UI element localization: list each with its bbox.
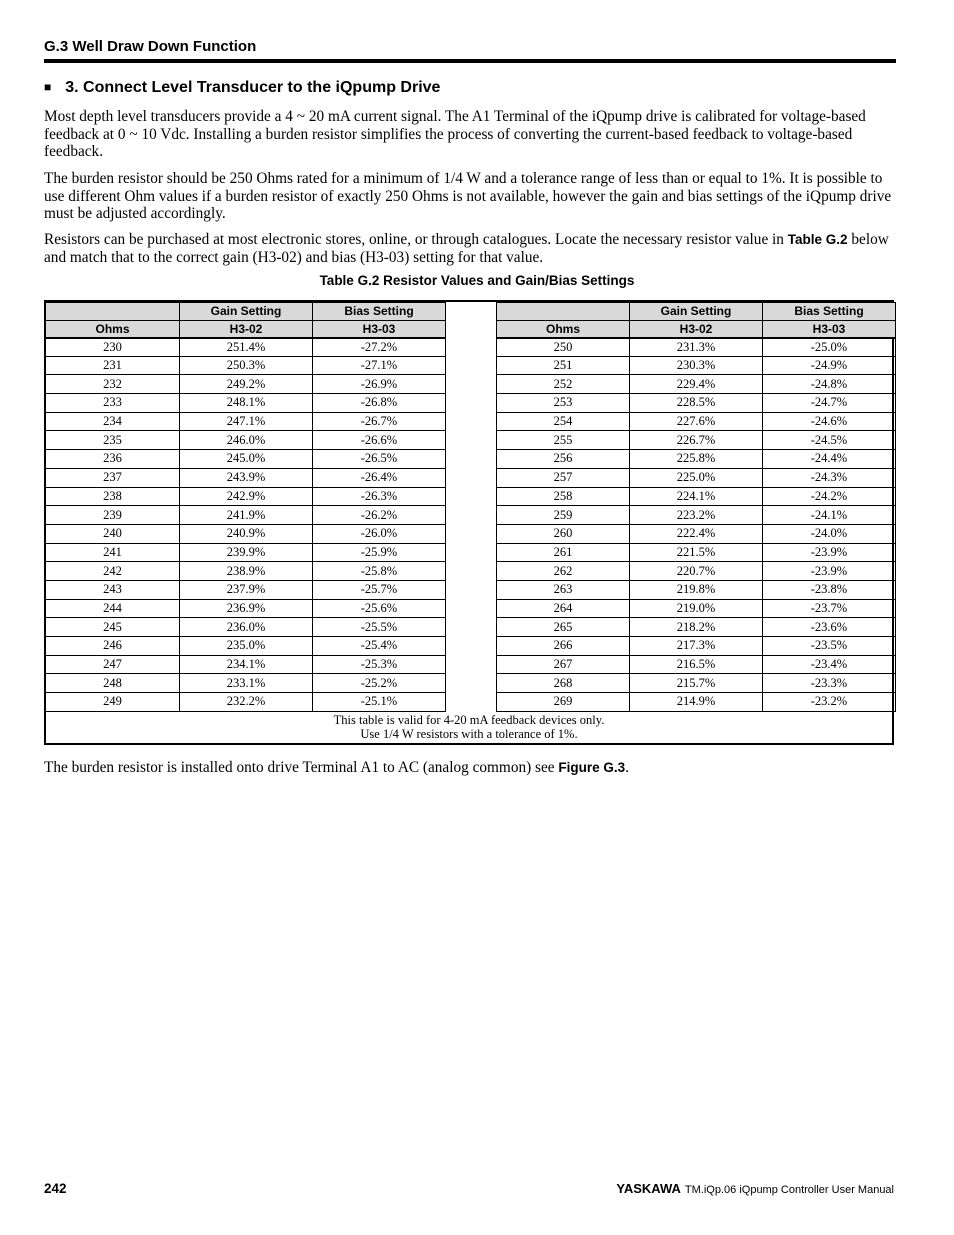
table-row	[497, 655, 896, 674]
cell-bias: -26.7%	[313, 412, 446, 431]
cell-bias: -25.4%	[313, 637, 446, 656]
paragraph-installation-text: The burden resistor is installed onto drive Terminal A1 to AC (analog common) see	[44, 759, 559, 776]
cell-ohms: 249	[46, 693, 180, 712]
table-row	[497, 674, 896, 693]
cell-gain: 219.0%	[630, 599, 763, 618]
table-row	[497, 356, 896, 375]
cell-ohms: 233	[46, 394, 180, 413]
table-row	[46, 375, 446, 394]
cell-bias: -24.7%	[763, 394, 896, 413]
table-row	[46, 655, 446, 674]
table-row	[497, 562, 896, 581]
table-row	[46, 506, 446, 525]
table-row	[46, 450, 446, 469]
header-ohms: Ohms	[46, 320, 180, 338]
cell-bias: -26.6%	[313, 431, 446, 450]
section-header: G.3 Well Draw Down Function	[44, 38, 257, 55]
paragraph-purchase	[44, 231, 896, 266]
cell-gain: 243.9%	[180, 468, 313, 487]
paragraph-installation-text-end: .	[625, 759, 629, 776]
cell-bias: -23.5%	[763, 637, 896, 656]
cell-gain: 215.7%	[630, 674, 763, 693]
table-row	[497, 524, 896, 543]
cell-bias: -23.9%	[763, 562, 896, 581]
table-row	[497, 468, 896, 487]
table-row	[497, 543, 896, 562]
cell-ohms: 255	[497, 431, 630, 450]
cell-gain: 224.1%	[630, 487, 763, 506]
table-row	[46, 468, 446, 487]
resistor-table-right	[496, 302, 896, 712]
table-row	[46, 356, 446, 375]
cell-bias: -26.0%	[313, 524, 446, 543]
cell-ohms: 268	[497, 674, 630, 693]
cell-bias: -23.4%	[763, 655, 896, 674]
cell-gain: 248.1%	[180, 394, 313, 413]
cell-bias: -25.3%	[313, 655, 446, 674]
cell-ohms: 232	[46, 375, 180, 394]
cell-bias: -24.0%	[763, 524, 896, 543]
figure-reference-link[interactable]: Figure G.3	[558, 760, 626, 775]
cell-ohms: 269	[497, 693, 630, 712]
table-row	[46, 338, 446, 357]
cell-gain: 216.5%	[630, 655, 763, 674]
brand-name: YASKAWA	[616, 1181, 681, 1196]
cell-bias: -26.3%	[313, 487, 446, 506]
cell-ohms: 264	[497, 599, 630, 618]
table-row	[497, 599, 896, 618]
table-row	[497, 618, 896, 637]
table-row	[46, 618, 446, 637]
cell-gain: 230.3%	[630, 356, 763, 375]
resistor-table-left	[45, 302, 446, 712]
cell-bias: -23.2%	[763, 693, 896, 712]
cell-bias: -25.1%	[313, 693, 446, 712]
header-bias-setting: Bias Setting	[313, 303, 446, 321]
header-h3-02: H3-02	[180, 320, 313, 338]
cell-ohms: 258	[497, 487, 630, 506]
cell-gain: 247.1%	[180, 412, 313, 431]
header-ohms: Ohms	[497, 320, 630, 338]
heading-bullet: ■	[44, 80, 52, 94]
cell-ohms: 242	[46, 562, 180, 581]
cell-ohms: 260	[497, 524, 630, 543]
table-row	[46, 543, 446, 562]
cell-bias: -23.9%	[763, 543, 896, 562]
table-row	[46, 487, 446, 506]
cell-gain: 251.4%	[180, 338, 313, 357]
table-row	[497, 580, 896, 599]
section-rule	[44, 59, 896, 63]
header-bias-setting: Bias Setting	[763, 303, 896, 321]
cell-bias: -26.2%	[313, 506, 446, 525]
paragraph-transducer: Most depth level transducers provide a 4 ~ 20 mA current signal. The A1 Terminal of the iQpump drive is calibrated for voltage-based feedback at 0 ~ 10 Vdc. Installing a burden resistor simplifies the process of converting the current-based feedback to voltage-based feedback.	[44, 108, 866, 160]
table-row	[497, 431, 896, 450]
cell-ohms: 263	[497, 580, 630, 599]
cell-gain: 235.0%	[180, 637, 313, 656]
cell-bias: -26.9%	[313, 375, 446, 394]
cell-ohms: 235	[46, 431, 180, 450]
cell-bias: -27.2%	[313, 338, 446, 357]
cell-ohms: 261	[497, 543, 630, 562]
cell-bias: -24.2%	[763, 487, 896, 506]
table-row	[46, 599, 446, 618]
heading-text: 3. Connect Level Transducer to the iQpump Drive	[65, 79, 441, 96]
header-gain-setting: Gain Setting	[630, 303, 763, 321]
cell-gain: 238.9%	[180, 562, 313, 581]
cell-gain: 236.0%	[180, 618, 313, 637]
footer-manual-title	[616, 1181, 894, 1196]
cell-gain: 218.2%	[630, 618, 763, 637]
table-row	[46, 394, 446, 413]
cell-bias: -26.8%	[313, 394, 446, 413]
table-row	[46, 412, 446, 431]
cell-gain: 232.2%	[180, 693, 313, 712]
cell-bias: -25.5%	[313, 618, 446, 637]
cell-ohms: 250	[497, 338, 630, 357]
cell-ohms: 246	[46, 637, 180, 656]
cell-ohms: 245	[46, 618, 180, 637]
table-row	[46, 562, 446, 581]
cell-bias: -25.2%	[313, 674, 446, 693]
paragraph-purchase-text: Resistors can be purchased at most electronic stores, online, or through catalogues. Locate the necessary resistor value in	[44, 231, 788, 248]
cell-ohms: 253	[497, 394, 630, 413]
cell-bias: -25.7%	[313, 580, 446, 599]
table-caption: Table G.2 Resistor Values and Gain/Bias Settings	[319, 273, 635, 288]
cell-gain: 228.5%	[630, 394, 763, 413]
cell-bias: -25.0%	[763, 338, 896, 357]
header-gain-setting: Gain Setting	[180, 303, 313, 321]
cell-ohms: 247	[46, 655, 180, 674]
table-row	[497, 450, 896, 469]
cell-ohms: 243	[46, 580, 180, 599]
table-footnote	[46, 713, 892, 741]
cell-gain: 221.5%	[630, 543, 763, 562]
table-row	[497, 637, 896, 656]
footnote-line: Use 1/4 W resistors with a tolerance of 1%.	[360, 727, 578, 741]
cell-bias: -24.9%	[763, 356, 896, 375]
cell-gain: 227.6%	[630, 412, 763, 431]
table-row	[497, 394, 896, 413]
cell-bias: -27.1%	[313, 356, 446, 375]
cell-gain: 250.3%	[180, 356, 313, 375]
cell-bias: -23.7%	[763, 599, 896, 618]
manual-name: TM.iQp.06 iQpump Controller User Manual	[684, 1184, 894, 1196]
cell-bias: -23.6%	[763, 618, 896, 637]
cell-bias: -24.5%	[763, 431, 896, 450]
cell-ohms: 237	[46, 468, 180, 487]
table-row	[46, 431, 446, 450]
paragraph-purchase-text-end: below and match that to the correct gain (H3-02) and bias (H3-03) setting for that value.	[44, 231, 889, 266]
cell-gain: 233.1%	[180, 674, 313, 693]
paragraph-burden-resistor: The burden resistor should be 250 Ohms rated for a minimum of 1/4 W and a tolerance range of less than or equal to 1%. It is possible to use different Ohm values if a burden resistor of exactly 250 Ohms is not available, however the gain and bias settings of the iQpump drive must be adjusted accordingly.	[44, 170, 892, 222]
cell-gain: 240.9%	[180, 524, 313, 543]
cell-ohms: 262	[497, 562, 630, 581]
cell-ohms: 254	[497, 412, 630, 431]
table-row	[46, 524, 446, 543]
cell-gain: 225.8%	[630, 450, 763, 469]
cell-bias: -25.6%	[313, 599, 446, 618]
table-row	[46, 674, 446, 693]
cell-ohms: 240	[46, 524, 180, 543]
cell-gain: 217.3%	[630, 637, 763, 656]
table-row	[497, 487, 896, 506]
cell-gain: 223.2%	[630, 506, 763, 525]
table-row	[497, 693, 896, 712]
cell-ohms: 265	[497, 618, 630, 637]
resistor-table	[44, 300, 894, 745]
cell-gain: 249.2%	[180, 375, 313, 394]
cell-bias: -25.8%	[313, 562, 446, 581]
cell-bias: -24.6%	[763, 412, 896, 431]
cell-bias: -26.4%	[313, 468, 446, 487]
cell-bias: -24.3%	[763, 468, 896, 487]
cell-gain: 225.0%	[630, 468, 763, 487]
footnote-line: This table is valid for 4-20 mA feedback devices only.	[333, 713, 605, 727]
subsection-heading	[44, 79, 440, 97]
page-number: 242	[44, 1181, 67, 1196]
cell-bias: -24.1%	[763, 506, 896, 525]
cell-bias: -24.8%	[763, 375, 896, 394]
table-row	[497, 412, 896, 431]
header-h3-02: H3-02	[630, 320, 763, 338]
table-row	[46, 693, 446, 712]
cell-gain: 237.9%	[180, 580, 313, 599]
cell-gain: 214.9%	[630, 693, 763, 712]
table-reference-link[interactable]: Table G.2	[787, 232, 848, 247]
cell-gain: 246.0%	[180, 431, 313, 450]
cell-ohms: 244	[46, 599, 180, 618]
cell-bias: -23.8%	[763, 580, 896, 599]
cell-ohms: 259	[497, 506, 630, 525]
table-row	[497, 506, 896, 525]
table-row	[46, 637, 446, 656]
cell-gain: 239.9%	[180, 543, 313, 562]
cell-bias: -25.9%	[313, 543, 446, 562]
cell-gain: 229.4%	[630, 375, 763, 394]
cell-ohms: 252	[497, 375, 630, 394]
cell-gain: 236.9%	[180, 599, 313, 618]
header-h3-03: H3-03	[313, 320, 446, 338]
cell-ohms: 238	[46, 487, 180, 506]
cell-gain: 231.3%	[630, 338, 763, 357]
header-blank	[46, 303, 180, 321]
cell-ohms: 257	[497, 468, 630, 487]
header-h3-03: H3-03	[763, 320, 896, 338]
cell-gain: 242.9%	[180, 487, 313, 506]
cell-ohms: 231	[46, 356, 180, 375]
cell-ohms: 248	[46, 674, 180, 693]
cell-bias: -24.4%	[763, 450, 896, 469]
cell-bias: -26.5%	[313, 450, 446, 469]
cell-gain: 226.7%	[630, 431, 763, 450]
table-row	[497, 375, 896, 394]
table-row	[46, 580, 446, 599]
cell-ohms: 266	[497, 637, 630, 656]
table-row	[497, 338, 896, 357]
paragraph-installation	[44, 759, 896, 777]
cell-ohms: 256	[497, 450, 630, 469]
cell-gain: 219.8%	[630, 580, 763, 599]
header-blank	[497, 303, 630, 321]
cell-gain: 220.7%	[630, 562, 763, 581]
cell-ohms: 251	[497, 356, 630, 375]
cell-ohms: 241	[46, 543, 180, 562]
cell-gain: 241.9%	[180, 506, 313, 525]
cell-ohms: 239	[46, 506, 180, 525]
cell-gain: 245.0%	[180, 450, 313, 469]
cell-ohms: 230	[46, 338, 180, 357]
cell-bias: -23.3%	[763, 674, 896, 693]
cell-ohms: 236	[46, 450, 180, 469]
cell-gain: 234.1%	[180, 655, 313, 674]
cell-gain: 222.4%	[630, 524, 763, 543]
cell-ohms: 234	[46, 412, 180, 431]
cell-ohms: 267	[497, 655, 630, 674]
